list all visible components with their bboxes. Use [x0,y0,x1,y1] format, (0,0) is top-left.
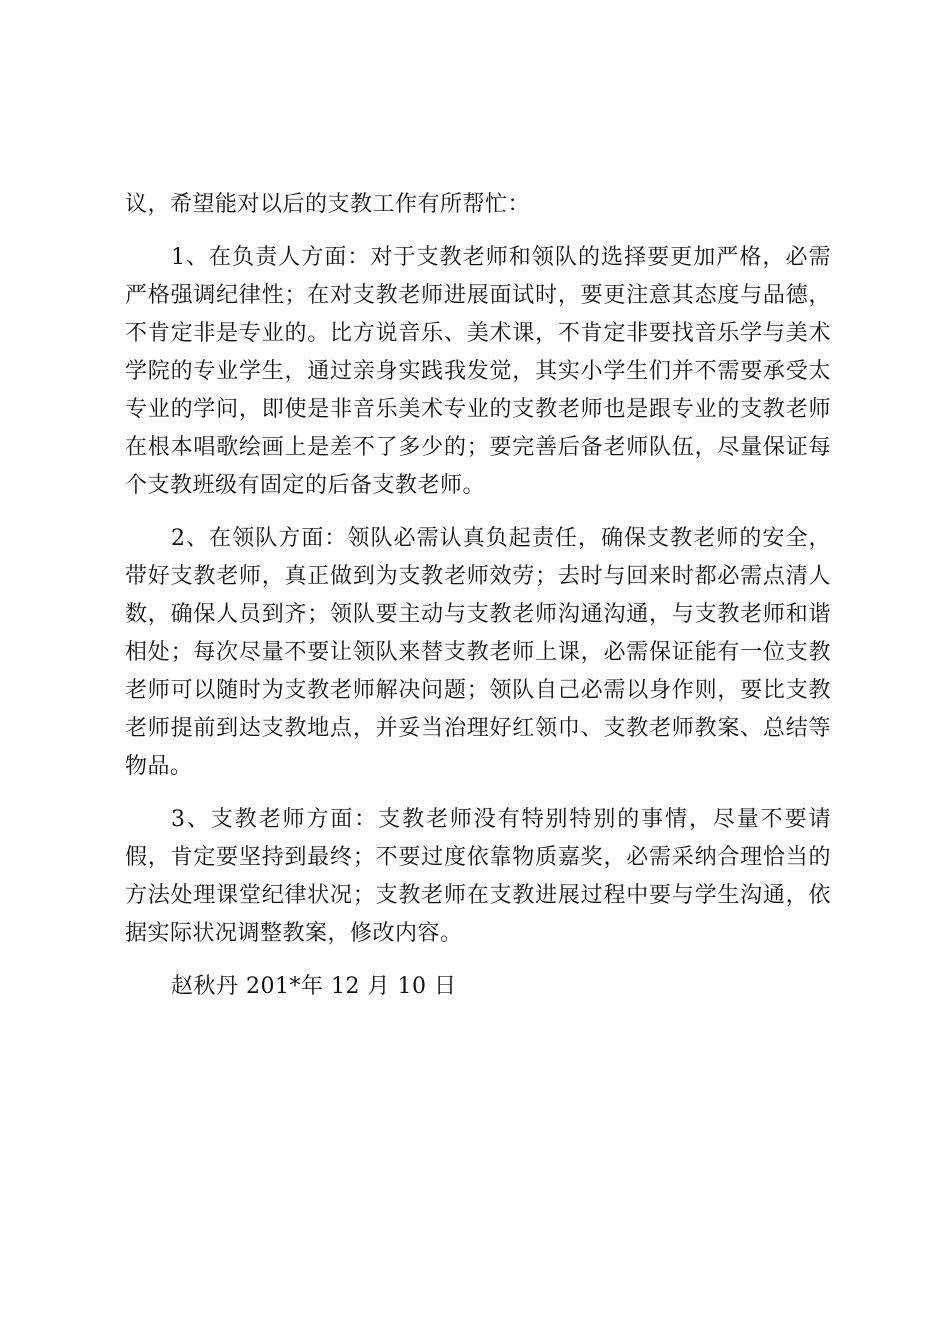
signature-line: 赵秋丹 201*年 12 月 10 日 [171,974,457,999]
paragraph-team-leader: 2、在领队方面：领队必需认真负起责任，确保支教老师的安全，带好支教老师，真正做到为支教老师效劳；去时与回来时都必需点清人数，确保人员到齐；领队要主动与支教老师沟通沟通，与支教老师和谐相处；每次尽量不要让领队来替支教老师上课，必需保证能有一位支教老师可以随时为支教老师解决问题；领队自己必需以身作则，要比支教老师提前到达支教地点，并妥当治理好红领巾、支教老师教案、总结等物品。 [125,526,831,779]
paragraph-intro-continuation: 议，希望能对以后的支教工作有所帮忙： [125,192,531,217]
document-body [125,186,831,1006]
paragraph-volunteer-teacher: 3、支教老师方面：支教老师没有特别特别的事情，尽量不要请假，肯定要坚持到最终；不要过度依靠物质嘉奖，必需采纳合理恰当的方法处理课堂纪律状况；支教老师在支教进展过程中要与学生沟通，依据实际状况调整教案，修改内容。 [125,807,831,946]
paragraph-responsible-person: 1、在负责人方面：对于支教老师和领队的选择要更加严格，必需严格强调纪律性；在对支教老师进展面试时，要更注意其态度与品德，不肯定非是专业的。比方说音乐、美术课，不肯定非要找音乐学与美术学院的专业学生，通过亲身实践我发觉，其实小学生们并不需要承受太专业的学问，即使是非音乐美术专业的支教老师也是跟专业的支教老师在根本唱歌绘画上是差不了多少的；要完善后备老师队伍，尽量保证每个支教班级有固定的后备支教老师。 [125,245,831,498]
